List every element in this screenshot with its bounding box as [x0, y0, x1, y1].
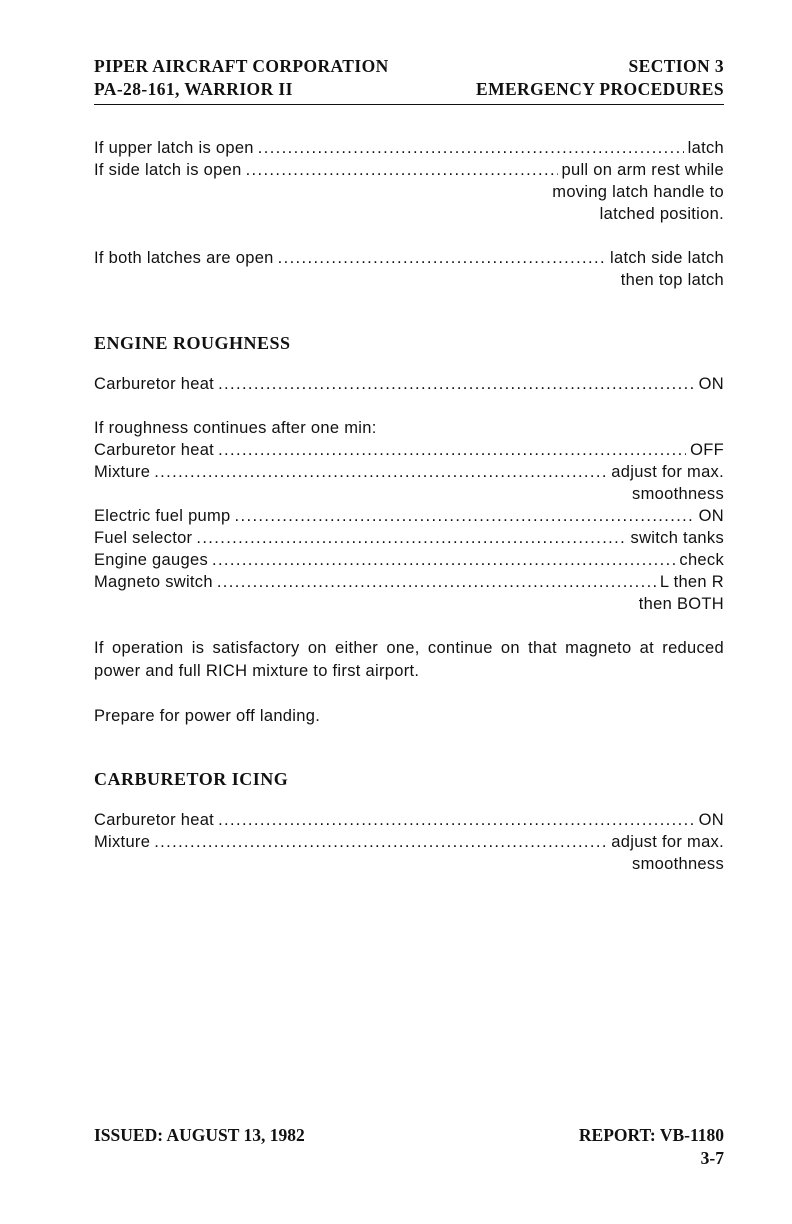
section-title: EMERGENCY PROCEDURES [476, 79, 724, 99]
item-label: Electric fuel pump [94, 507, 231, 525]
page-number: 3-7 [700, 1148, 724, 1168]
header-divider [94, 104, 724, 105]
item-label: Carburetor heat [94, 811, 215, 829]
item-label: Mixture [94, 833, 151, 851]
carburetor-icing-heading: CARBURETOR ICING [94, 769, 289, 789]
checklist-item-upper-latch [94, 137, 724, 159]
item-action-continued: latched position. [599, 205, 724, 223]
item-action: switch tanks [630, 529, 724, 547]
item-label: If both latches are open [94, 249, 274, 267]
condition-text: If roughness continues after one min: [94, 419, 377, 437]
engine-roughness-heading: ENGINE ROUGHNESS [94, 333, 291, 353]
checklist-item-mixture [94, 461, 724, 483]
item-action: pull on arm rest while [561, 161, 724, 179]
checklist-item-fuel-selector [94, 527, 724, 549]
procedure-note: If operation is satisfactory on either one, continue on that magneto at reduced power and full RICH mixture to first airport. [94, 639, 724, 680]
checklist-item-icing-mixture [94, 831, 724, 853]
dot-leader [218, 439, 686, 461]
item-action: ON [698, 507, 724, 525]
header-row-2 [94, 78, 724, 101]
checklist-item-engine-gauges [94, 549, 724, 571]
page-body [94, 137, 724, 875]
dot-leader [212, 549, 675, 571]
checklist-item-fuel-pump [94, 505, 724, 527]
dot-leader [218, 373, 695, 395]
dot-leader [278, 247, 606, 269]
item-action: latch [687, 139, 724, 157]
item-action: L then R [659, 573, 724, 591]
item-label: If upper latch is open [94, 139, 254, 157]
page-footer [94, 1124, 724, 1170]
item-action-continued: smoothness [632, 485, 724, 503]
dot-leader [196, 527, 626, 549]
item-label: Fuel selector [94, 529, 193, 547]
header-row-1 [94, 55, 724, 78]
aircraft-model: PA-28-161, WARRIOR II [94, 79, 293, 99]
procedure-note: Prepare for power off landing. [94, 707, 321, 725]
section-number: SECTION 3 [628, 56, 724, 76]
item-label: Carburetor heat [94, 375, 215, 393]
dot-leader [246, 159, 558, 181]
item-action-continued: then BOTH [638, 595, 724, 613]
checklist-item-icing-carb-heat [94, 809, 724, 831]
manual-page [94, 55, 724, 875]
item-action-continued: smoothness [632, 855, 724, 873]
checklist-item-side-latch [94, 159, 724, 181]
report-number: REPORT: VB-1180 [578, 1125, 724, 1145]
item-action: latch side latch [610, 249, 724, 267]
dot-leader [217, 571, 656, 593]
item-label: Engine gauges [94, 551, 208, 569]
item-label: If side latch is open [94, 161, 242, 179]
item-action-continued: then top latch [620, 271, 724, 289]
checklist-item-carb-heat-off [94, 439, 724, 461]
checklist-item-both-latches [94, 247, 724, 269]
dot-leader [218, 809, 695, 831]
company-name: PIPER AIRCRAFT CORPORATION [94, 56, 389, 76]
item-action: OFF [690, 441, 724, 459]
dot-leader [154, 461, 607, 483]
item-label: Magneto switch [94, 573, 213, 591]
item-action: adjust for max. [611, 463, 724, 481]
dot-leader [258, 137, 684, 159]
item-label: Mixture [94, 463, 151, 481]
dot-leader [154, 831, 607, 853]
item-action: ON [698, 375, 724, 393]
item-action: ON [698, 811, 724, 829]
item-label: Carburetor heat [94, 441, 215, 459]
checklist-item-magneto [94, 571, 724, 593]
issued-date: ISSUED: AUGUST 13, 1982 [94, 1125, 305, 1145]
item-action-continued: moving latch handle to [552, 183, 724, 201]
dot-leader [235, 505, 695, 527]
checklist-item-carb-heat [94, 373, 724, 395]
item-action: adjust for max. [611, 833, 724, 851]
item-action: check [679, 551, 724, 569]
